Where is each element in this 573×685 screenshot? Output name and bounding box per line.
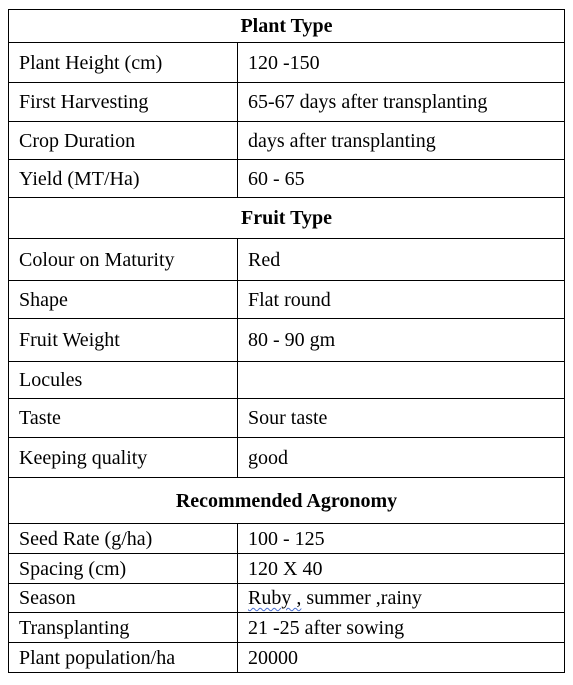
- row-label: Yield (MT/Ha): [9, 160, 238, 198]
- table-row: [9, 281, 565, 319]
- row-label: Shape: [9, 281, 238, 319]
- row-label: Locules: [9, 362, 238, 399]
- row-value: [238, 584, 565, 613]
- variety-specification-table: [8, 9, 565, 673]
- row-value: 120 -150: [238, 43, 565, 83]
- spellcheck-flagged-text: Ruby ,: [248, 587, 302, 609]
- row-value: good: [238, 438, 565, 478]
- row-label: First Harvesting: [9, 83, 238, 122]
- table-row: [9, 613, 565, 643]
- row-label: Crop Duration: [9, 122, 238, 160]
- row-label: Fruit Weight: [9, 319, 238, 362]
- table-row: [9, 160, 565, 198]
- table-row: [9, 122, 565, 160]
- table-row: [9, 399, 565, 438]
- table-row: [9, 554, 565, 584]
- row-label: Plant Height (cm): [9, 43, 238, 83]
- row-value: 60 - 65: [238, 160, 565, 198]
- row-label: Transplanting: [9, 613, 238, 643]
- section-title-fruit-type: Fruit Type: [9, 198, 565, 239]
- row-label: Taste: [9, 399, 238, 438]
- row-value: Red: [238, 239, 565, 281]
- row-label: Spacing (cm): [9, 554, 238, 584]
- table-row: [9, 83, 565, 122]
- section-title-recommended-agronomy: Recommended Agronomy: [9, 478, 565, 524]
- row-value: [238, 362, 565, 399]
- section-header-row: [9, 10, 565, 43]
- row-value: 20000: [238, 643, 565, 673]
- row-label: Colour on Maturity: [9, 239, 238, 281]
- table-row: [9, 319, 565, 362]
- table-row: [9, 584, 565, 613]
- row-label: Seed Rate (g/ha): [9, 524, 238, 554]
- table-row: [9, 362, 565, 399]
- row-value: Flat round: [238, 281, 565, 319]
- row-label: Season: [9, 584, 238, 613]
- section-header-row: [9, 198, 565, 239]
- table-row: [9, 524, 565, 554]
- row-value: 65-67 days after transplanting: [238, 83, 565, 122]
- row-value: days after transplanting: [238, 122, 565, 160]
- table-row: [9, 438, 565, 478]
- row-label: Keeping quality: [9, 438, 238, 478]
- table-row: [9, 43, 565, 83]
- row-value: Sour taste: [238, 399, 565, 438]
- row-value: 120 X 40: [238, 554, 565, 584]
- row-label: Plant population/ha: [9, 643, 238, 673]
- row-value: 80 - 90 gm: [238, 319, 565, 362]
- row-value-rest: summer ,rainy: [301, 587, 422, 609]
- table-row: [9, 643, 565, 673]
- row-value: 100 - 125: [238, 524, 565, 554]
- section-header-row: [9, 478, 565, 524]
- row-value: 21 -25 after sowing: [238, 613, 565, 643]
- table-row: [9, 239, 565, 281]
- section-title-plant-type: Plant Type: [9, 10, 565, 43]
